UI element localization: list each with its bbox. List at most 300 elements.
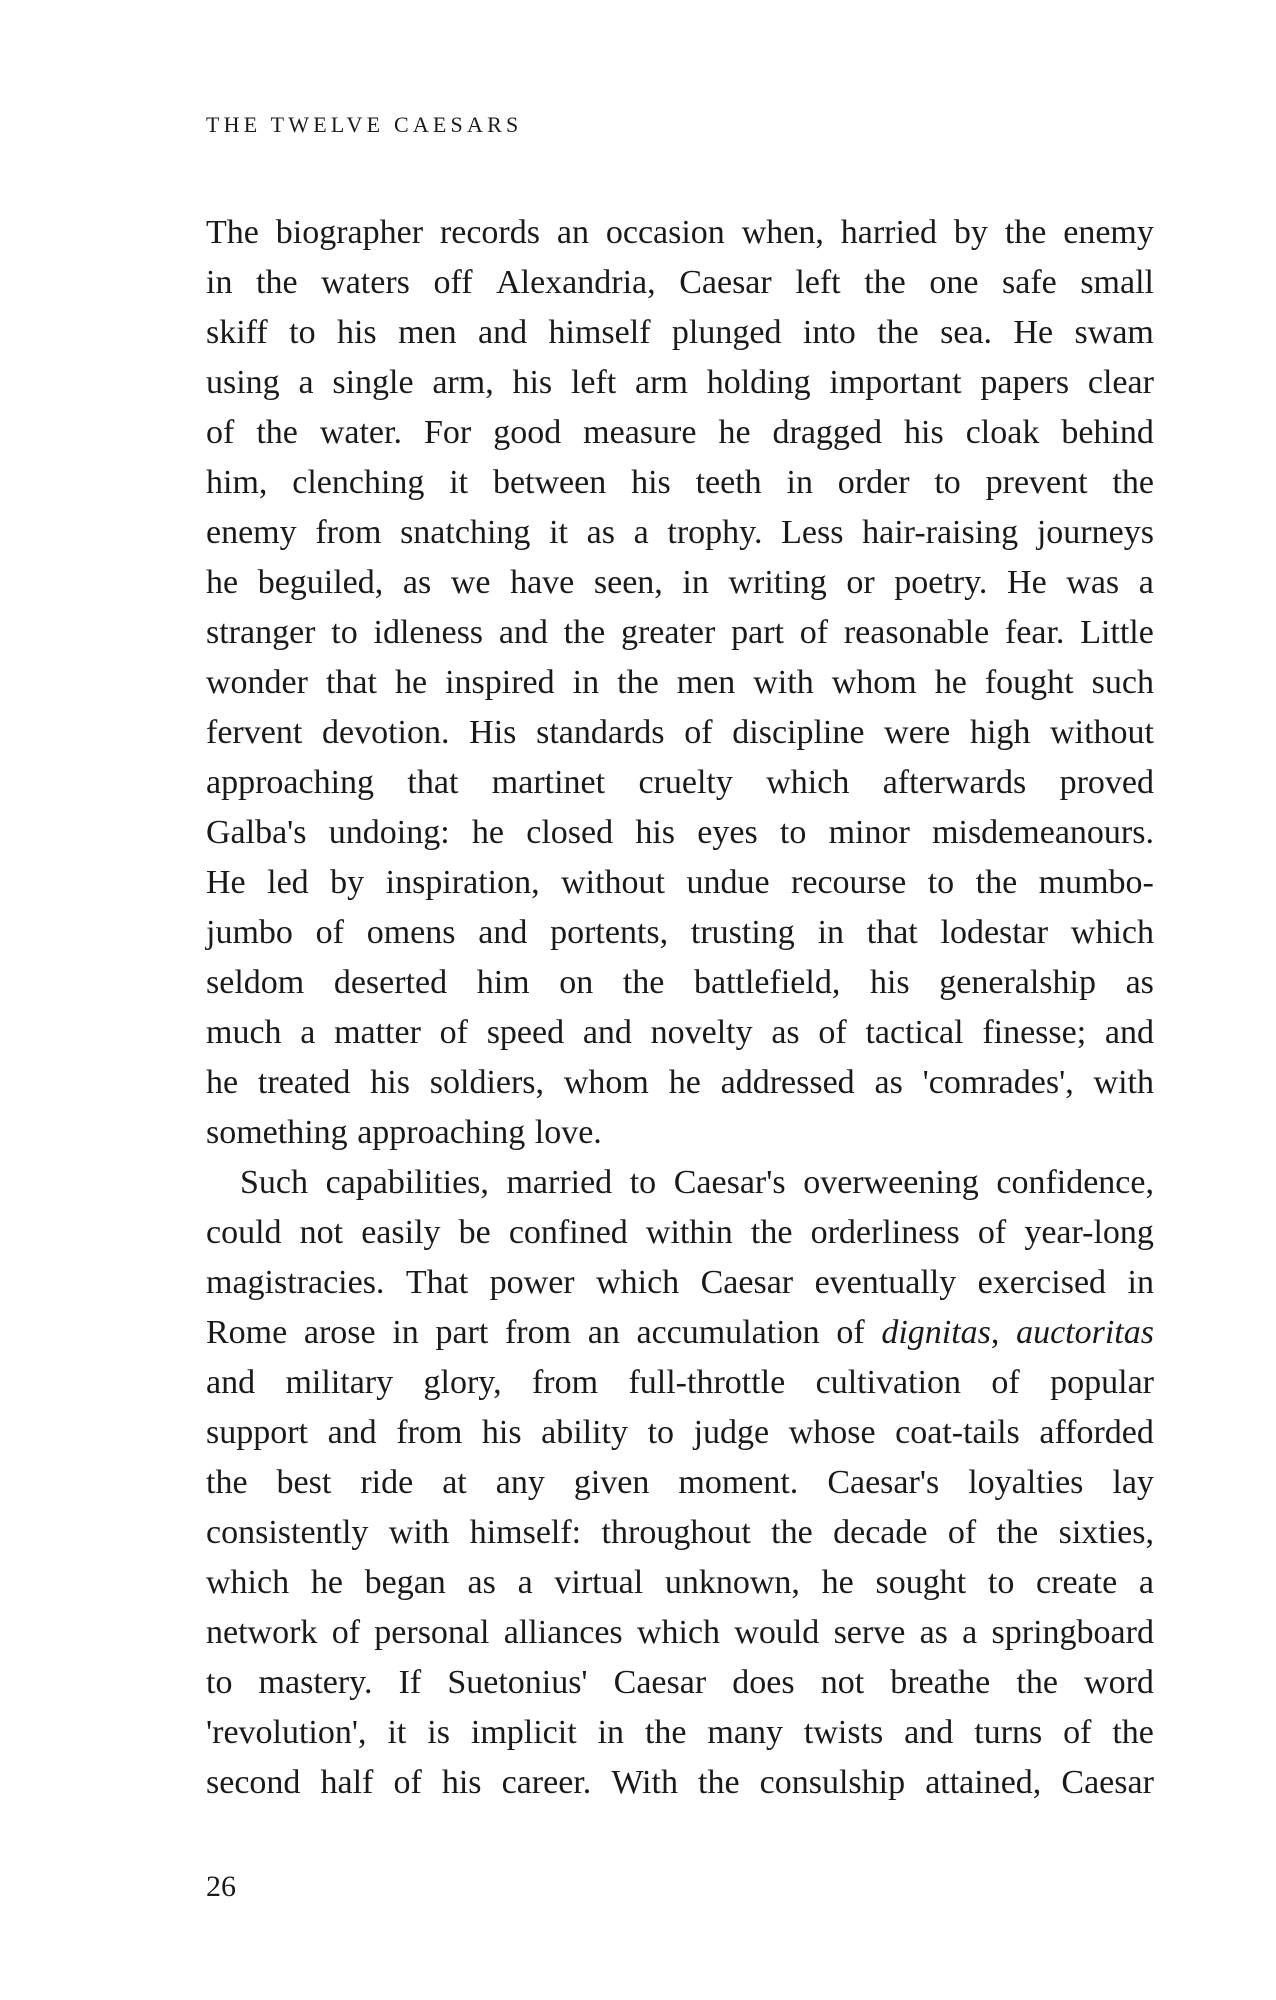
word: as [586, 514, 615, 551]
word: deserted [333, 964, 448, 1001]
word: teeth [695, 464, 762, 501]
word: any [495, 1464, 545, 1501]
word: in [597, 1714, 625, 1751]
word: seldom [206, 964, 305, 1001]
word: he [718, 414, 751, 451]
word: his [635, 814, 676, 851]
word: Less [781, 514, 844, 551]
word: from [396, 1414, 463, 1451]
word: For [423, 414, 472, 451]
word: plunged [671, 314, 782, 351]
word: as [1125, 964, 1154, 1001]
word: cruelty [638, 764, 733, 801]
word: stranger [206, 614, 316, 651]
word: enemy [1063, 214, 1154, 251]
text-line [206, 1758, 1154, 1808]
word: loyalties [968, 1464, 1084, 1501]
word: poetry. [894, 564, 988, 601]
word: That [405, 1264, 469, 1301]
word: enemy [206, 514, 297, 551]
word: himself: [469, 1514, 582, 1551]
word: the [864, 264, 906, 301]
text-line [206, 1308, 1154, 1358]
word: a [1138, 1564, 1154, 1601]
word: unknown, [664, 1564, 800, 1601]
word: and [1104, 1014, 1154, 1051]
word: novelty [650, 1014, 753, 1051]
word: left [795, 264, 841, 301]
word: swam [1074, 314, 1154, 351]
word: holding [706, 364, 811, 401]
word: and [498, 614, 548, 651]
word: good [493, 414, 562, 451]
word: With [611, 1764, 678, 1801]
word: his [869, 964, 910, 1001]
word: sought [875, 1564, 967, 1601]
text-line [206, 1008, 1154, 1058]
text-line [206, 208, 1154, 258]
word: such [1091, 664, 1154, 701]
word: undue [686, 864, 770, 901]
word: popular [1050, 1364, 1154, 1401]
word: He [206, 864, 246, 901]
word: not [299, 1214, 344, 1251]
word: whom [563, 1064, 649, 1101]
word: half [320, 1764, 374, 1801]
word: the [644, 1714, 687, 1751]
word: eventually [814, 1264, 957, 1301]
word: Caesar [679, 264, 772, 301]
word: it [449, 464, 469, 501]
word: portents, [550, 914, 669, 951]
word: ride [360, 1464, 414, 1501]
word: was [1066, 564, 1120, 601]
word: his [904, 414, 944, 451]
word: of [818, 1014, 847, 1051]
word: to [289, 314, 316, 351]
word: in [206, 264, 233, 301]
word: with [1093, 1064, 1154, 1101]
word: without [1050, 714, 1154, 751]
word: and [206, 1364, 256, 1401]
text-line [206, 658, 1154, 708]
word: easily [361, 1214, 441, 1251]
word: writing [728, 564, 827, 601]
word: the [750, 1214, 793, 1251]
word: recourse [791, 864, 907, 901]
word: Caesar [1061, 1764, 1154, 1801]
word: he [471, 814, 505, 851]
word: that [866, 914, 918, 951]
word: eyes [697, 814, 758, 851]
word: with [388, 1514, 450, 1551]
word: behind [1061, 414, 1154, 451]
word: fought [984, 664, 1074, 701]
word: to [629, 1164, 657, 1201]
text-line [206, 408, 1154, 458]
word: decade [833, 1514, 928, 1551]
word: arose [303, 1314, 376, 1351]
word: 'revolution', [206, 1714, 367, 1751]
word: as [402, 564, 432, 601]
word: matter [334, 1014, 421, 1051]
word: to [779, 814, 807, 851]
word: martinet [491, 764, 606, 801]
word: the [256, 414, 298, 451]
word: measure [583, 414, 697, 451]
word: support [206, 1414, 308, 1451]
word: fear. [1004, 614, 1065, 651]
word: beguiled, [257, 564, 384, 601]
text-line [206, 1158, 1154, 1208]
text-line [206, 958, 1154, 1008]
word: year-long [1024, 1214, 1154, 1251]
word: fervent [206, 714, 303, 751]
word: he [206, 564, 239, 601]
word: of [947, 1514, 977, 1551]
word: proved [1059, 764, 1154, 801]
word: Caesar's [673, 1164, 786, 1201]
word: afterwards [882, 764, 1027, 801]
text-line [206, 1358, 1154, 1408]
word: confined [508, 1214, 628, 1251]
word: have [510, 564, 575, 601]
word: idleness [373, 614, 484, 651]
word: of [331, 1614, 361, 1651]
word: water. [319, 414, 402, 451]
text-line [206, 1658, 1154, 1708]
word: he [934, 664, 967, 701]
word: and [478, 314, 528, 351]
word: journeys [1036, 514, 1154, 551]
word: and [582, 1014, 632, 1051]
word: himself [548, 314, 651, 351]
word: the [206, 1464, 248, 1501]
word: career. [501, 1764, 592, 1801]
word: a [962, 1614, 978, 1651]
word: be [458, 1214, 491, 1251]
word: addressed [720, 1064, 855, 1101]
word: or [846, 564, 875, 601]
word: auctoritas [1016, 1314, 1154, 1351]
word: in [786, 464, 813, 501]
word: at [442, 1464, 467, 1501]
text-line [206, 1058, 1154, 1108]
word: a [1138, 564, 1154, 601]
word: devotion. [321, 714, 450, 751]
word: overweening [803, 1164, 979, 1201]
page-number: 26 [206, 1870, 236, 1903]
word: cloak [965, 414, 1040, 451]
word: married [506, 1164, 613, 1201]
word: If [398, 1664, 422, 1701]
word: from [504, 1314, 572, 1351]
word: network [206, 1614, 318, 1651]
text-line [206, 308, 1154, 358]
word: him [476, 964, 530, 1001]
word: to [647, 1414, 675, 1451]
body-text [206, 208, 1154, 1808]
word: seen, [593, 564, 663, 601]
word: moment. [678, 1464, 799, 1501]
word: finesse; [982, 1014, 1087, 1051]
word: second [206, 1764, 301, 1801]
word: The [206, 214, 259, 251]
word: create [1036, 1564, 1118, 1601]
text-line [206, 708, 1154, 758]
word: men [398, 314, 457, 351]
word: using [206, 364, 280, 401]
word: glory, [423, 1364, 502, 1401]
word: exercised [977, 1264, 1107, 1301]
text-line [206, 258, 1154, 308]
word: lay [1112, 1464, 1154, 1501]
word: a [298, 364, 314, 401]
word: began [364, 1564, 446, 1601]
word: the [877, 314, 919, 351]
word: arm, [432, 364, 494, 401]
word: of [684, 714, 713, 751]
word: of [1063, 1714, 1092, 1751]
word: clenching [292, 464, 425, 501]
word: springboard [991, 1614, 1154, 1651]
word: inspired [445, 664, 555, 701]
word: afforded [1039, 1414, 1154, 1451]
word: whose [788, 1414, 876, 1451]
word: power [489, 1264, 575, 1301]
running-head: THE TWELVE CAESARS [206, 112, 523, 137]
text-line [206, 1508, 1154, 1558]
word: skiff [206, 314, 268, 351]
word: Suetonius' [447, 1664, 588, 1701]
word: would [734, 1614, 820, 1651]
word: Rome [206, 1314, 288, 1351]
word: Caesar [613, 1664, 707, 1701]
word: of [977, 1214, 1007, 1251]
word: the [1016, 1664, 1058, 1701]
word: of [799, 614, 829, 651]
word: misdemeanours. [932, 814, 1154, 851]
text-line [206, 1608, 1154, 1658]
word: a [300, 1014, 316, 1051]
word: an [556, 214, 589, 251]
word: he [821, 1564, 854, 1601]
word: the [1112, 464, 1154, 501]
word: occasion [605, 214, 725, 251]
word: to [206, 1664, 233, 1701]
word: which [206, 1564, 290, 1601]
word: sixties, [1058, 1514, 1154, 1551]
word: in [682, 564, 709, 601]
word: undoing: [328, 814, 450, 851]
word: many [707, 1714, 783, 1751]
word: the [975, 864, 1018, 901]
word: He [1013, 314, 1054, 351]
word: high [969, 714, 1031, 751]
word: biographer [275, 214, 424, 251]
word: accumulation [636, 1314, 820, 1351]
word: the [996, 1514, 1039, 1551]
word: between [492, 464, 607, 501]
word: important [829, 364, 962, 401]
word: his [481, 1414, 522, 1451]
word: as [874, 1064, 903, 1101]
word: safe [1002, 264, 1057, 301]
word: discipline [732, 714, 865, 751]
word: is [427, 1714, 450, 1751]
word: generalship [939, 964, 1096, 1001]
word: approaching [206, 764, 375, 801]
word: inspiration, [385, 864, 540, 901]
word: ability [541, 1414, 629, 1451]
word: within [645, 1214, 733, 1251]
word: cultivation [815, 1364, 962, 1401]
word: Alexandria, [496, 264, 656, 301]
word: battlefield, [694, 964, 841, 1001]
word: the [771, 1514, 813, 1551]
word: records [439, 214, 540, 251]
word: mastery. [258, 1664, 373, 1701]
text-line [206, 1708, 1154, 1758]
word: judge [693, 1414, 770, 1451]
word: to [934, 464, 961, 501]
word: sea. [940, 314, 993, 351]
word: breathe [890, 1664, 991, 1701]
word: an [587, 1314, 620, 1351]
word: reasonable [843, 614, 990, 651]
word: part [731, 614, 784, 651]
word: left [570, 364, 617, 401]
word: of [836, 1314, 865, 1351]
text-line [206, 1408, 1154, 1458]
word: him, [206, 464, 268, 501]
word: the [1004, 214, 1047, 251]
word: which [766, 764, 850, 801]
text-line [206, 508, 1154, 558]
word: serve [833, 1614, 906, 1651]
word: love. [534, 1114, 602, 1151]
word: hair-raising [862, 514, 1019, 551]
text-line [206, 1108, 1154, 1158]
word: standards [536, 714, 665, 751]
word: that [407, 764, 459, 801]
word: Such [240, 1164, 308, 1201]
word: he [206, 1064, 239, 1101]
word: that [325, 664, 377, 701]
word: he [394, 664, 428, 701]
word: his [512, 364, 553, 401]
word: throughout [601, 1514, 751, 1551]
word: jumbo [206, 914, 293, 951]
text-line [206, 558, 1154, 608]
word: in [572, 664, 600, 701]
text-line [206, 608, 1154, 658]
word: men [676, 664, 736, 701]
word: harried [840, 214, 938, 251]
word: of [315, 914, 344, 951]
word: as [919, 1614, 948, 1651]
word: wonder [206, 664, 308, 701]
word: a [633, 514, 649, 551]
word: could [206, 1214, 282, 1251]
word: which [596, 1264, 680, 1301]
word: military [285, 1364, 394, 1401]
word: Caesar [700, 1264, 794, 1301]
word: as [467, 1564, 496, 1601]
text-line [206, 1258, 1154, 1308]
word: which [1070, 914, 1154, 951]
word: of [393, 1764, 422, 1801]
word: soldiers, [429, 1064, 545, 1101]
word: as [771, 1014, 800, 1051]
text-line [206, 908, 1154, 958]
word: small [1080, 264, 1154, 301]
word: the [563, 614, 606, 651]
word: consulship [759, 1764, 906, 1801]
word: of [206, 414, 235, 451]
word: not [820, 1664, 865, 1701]
word: clear [1087, 364, 1154, 401]
word: papers [980, 364, 1070, 401]
word: best [276, 1464, 332, 1501]
word: which [636, 1614, 721, 1651]
word: confidence, [996, 1164, 1154, 1201]
word: the [622, 964, 665, 1001]
word: orderliness [810, 1214, 960, 1251]
word: and [327, 1414, 377, 1451]
word: to [987, 1564, 1015, 1601]
word: to [331, 614, 358, 651]
text-line [206, 808, 1154, 858]
word: in [1127, 1264, 1154, 1301]
word: something [206, 1114, 348, 1151]
word: into [802, 314, 856, 351]
word: his [441, 1764, 482, 1801]
word: by [330, 864, 365, 901]
word: Caesar's [827, 1464, 940, 1501]
word: attained, [925, 1764, 1042, 1801]
word: lodestar [940, 914, 1049, 951]
word: treated [257, 1064, 351, 1101]
word: a [517, 1564, 533, 1601]
word: off [433, 264, 473, 301]
word: implicit [470, 1714, 577, 1751]
word: were [884, 714, 951, 751]
word: mumbo- [1038, 864, 1154, 901]
word: consistently [206, 1514, 369, 1551]
word: personal [374, 1614, 490, 1651]
word: in [392, 1314, 419, 1351]
word: he [310, 1564, 343, 1601]
word: dragged [772, 414, 883, 451]
word: of [991, 1364, 1020, 1401]
word: word [1084, 1664, 1154, 1701]
word: His [469, 714, 517, 751]
word: to [927, 864, 955, 901]
text-line [206, 1458, 1154, 1508]
word: dignitas, [881, 1314, 1000, 1351]
word: and [904, 1714, 954, 1751]
text-line [206, 1208, 1154, 1258]
text-line [206, 1558, 1154, 1608]
word: the [256, 264, 298, 301]
word: led [267, 864, 309, 901]
word: trusting [690, 914, 795, 951]
word: on [559, 964, 594, 1001]
text-line [206, 358, 1154, 408]
word: He [1007, 564, 1047, 601]
text-line [206, 758, 1154, 808]
